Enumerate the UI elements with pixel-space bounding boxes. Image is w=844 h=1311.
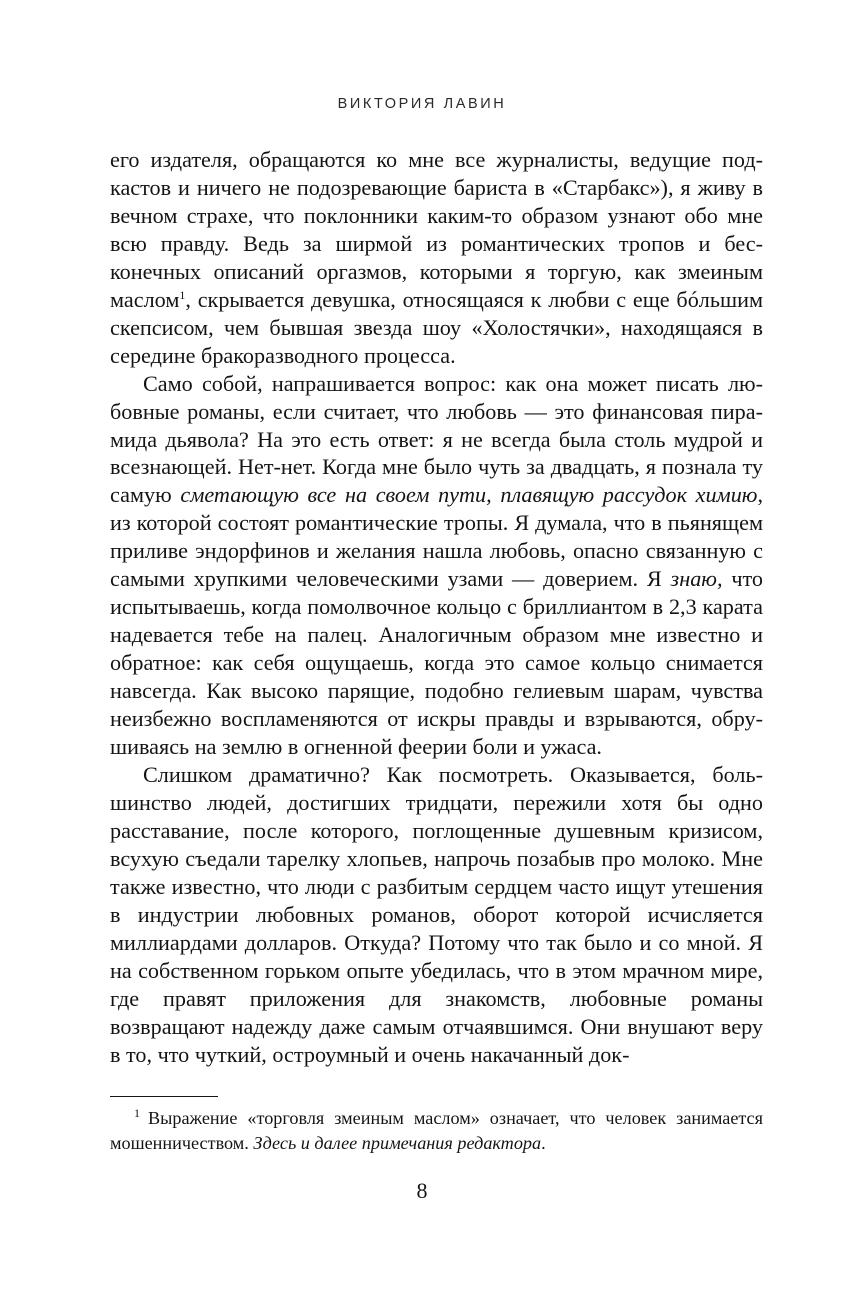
footnote-ref: 1: [179, 287, 186, 302]
page-number: 8: [416, 1178, 428, 1203]
running-head: ВИКТОРИЯ ЛАВИН: [337, 96, 507, 112]
text-span: его издателя, обращаются ко мне все журналисты, ведущие подкастов и ничего не подозревающие бариста в «Старбакс»), я живу в вечном страхе, что поклонники каким-то образом узнают обо мне всю правду. Ведь за ширмой из романтических тропов и бесконечных описаний оргазмов, которыми я торгую, как змеиным маслом: [110, 147, 763, 312]
italic-span: Здесь и далее примечания редактора: [253, 1133, 542, 1153]
footnotes: [110, 1106, 763, 1156]
paragraph: [110, 146, 763, 370]
paragraph: [110, 761, 763, 1068]
text-span: , скрывается девушка, относящаяся к любви с еще бóльшим скепсисом, чем бывшая звезда шоу «Холостячки», находящаяся в середине бракоразводного процесса.: [110, 286, 763, 368]
main-text: [110, 146, 763, 1068]
text-span: , из которой состоят романтические тропы. Я думала, что в пьянящем приливе эндорфинов и желания нашла любовь, опасно связанную с самыми хрупкими человеческими узами — доверием. Я: [110, 482, 763, 592]
footnote-number: 1: [134, 1106, 140, 1120]
footnote: [110, 1106, 763, 1156]
text-span: что испытываешь, когда помолвочное кольцо с бриллиантом в 2,3 карата надевается тебе на палец. Аналогичным образом мне известно и обратное: как себя ощущаешь, когда это самое кольцо снимается навсегда. Как высоко парящие, подобно гелиевым шарам, чувства неизбежно воспламеняются от искры правды и взрываются, обрушиваясь на землю в огненной феерии боли и ужаса.: [110, 566, 763, 760]
paragraph: [110, 370, 763, 761]
italic-span: знаю,: [670, 566, 723, 592]
text-span: .: [541, 1133, 546, 1153]
footnote-divider: [110, 1096, 218, 1097]
text-span: Выражение «торговля змеиным маслом» означает, что человек занимается мошенничеством.: [110, 1108, 763, 1153]
text-span: Слишком драматично? Как посмотреть. Оказывается, большинство людей, достигших тридцати, пережили хотя бы одно расставание, после которого, поглощенные душевным кризисом, всухую съедали тарелку хлопьев, напрочь позабыв про молоко. Мне также известно, что люди с разбитым сердцем часто ищут утешения в индустрии любовных романов, оборот которой исчисляется миллиардами долларов. Откуда? Потому что так было и со мной. Я на собственном горьком опыте убедилась, что в этом мрачном мире, где правят приложения для знакомств, любовные романы возвращают надежду даже самым отчаявшимся. Они внушают веру в то, что чуткий, остроумный и очень накачанный док-: [110, 761, 763, 1067]
text-span: Само собой, напрашивается вопрос: как она может писать любовные романы, если считает, что любовь — это финансовая пирамида дьявола? На это есть ответ: я не всегда была столь мудрой и всезнающей. Нет-нет. Когда мне было чуть за двадцать, я познала ту самую: [110, 370, 763, 508]
italic-span: сметающую все на своем пути, плавящую рассудок химию: [180, 482, 758, 508]
